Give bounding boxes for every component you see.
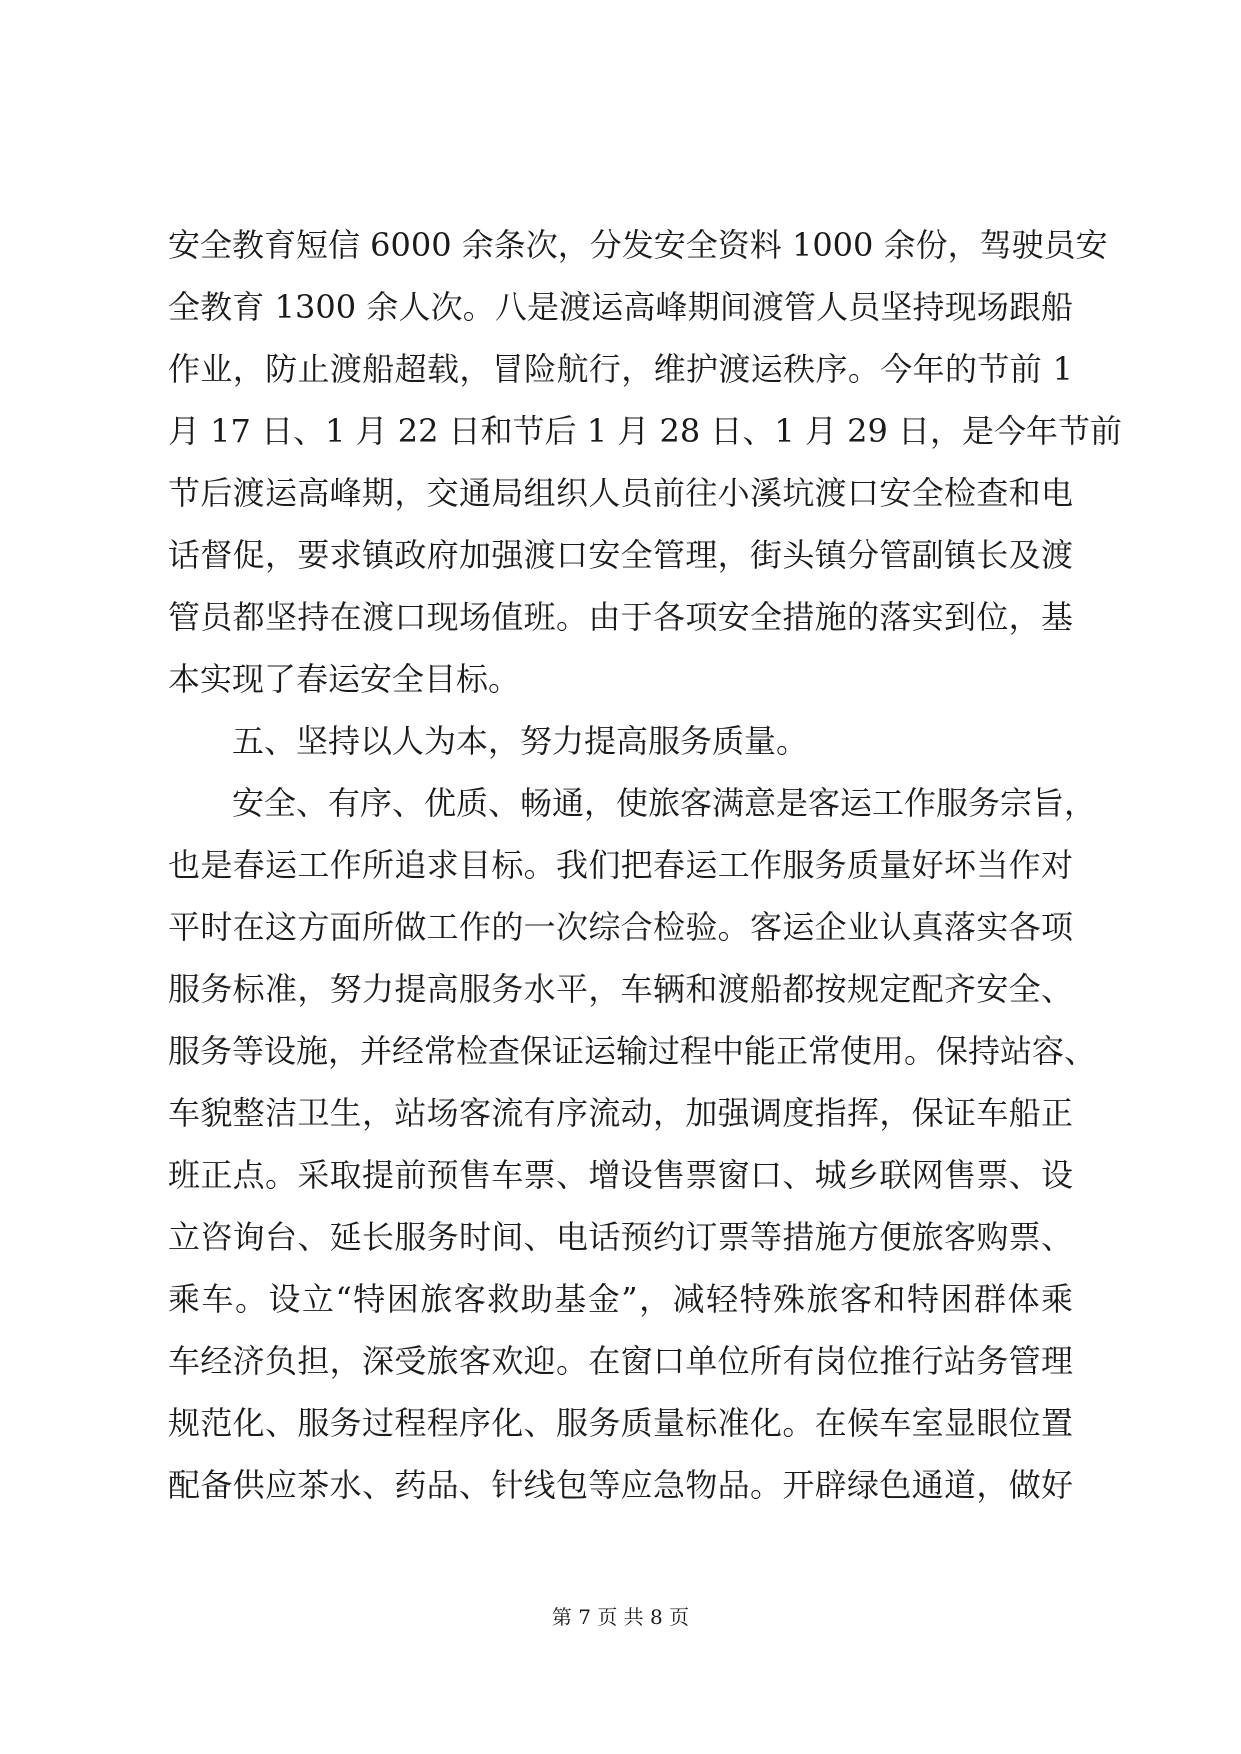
body-line-13: 服务标准，努力提高服务水平，车辆和渡船都按规定配齐安全、 xyxy=(168,970,1073,1008)
body-line-12: 平时在这方面所做工作的一次综合检验。客运企业认真落实各项 xyxy=(168,908,1073,946)
body-line-3: 作业，防止渡船超载，冒险航行，维护渡运秩序。今年的节前 1 xyxy=(168,350,1073,388)
body-line-7: 管员都坚持在渡口现场值班。由于各项安全措施的落实到位，基 xyxy=(168,598,1073,636)
section-heading: 五、坚持以人为本，努力提高服务质量。 xyxy=(232,722,809,760)
body-line-19: 车经济负担，深受旅客欢迎。在窗口单位所有岗位推行站务管理 xyxy=(168,1342,1073,1380)
body-line-10: 安全、有序、优质、畅通，使旅客满意是客运工作服务宗旨， xyxy=(232,784,1097,822)
page-footer: 第 7 页 共 8 页 xyxy=(551,1605,690,1629)
body-line-2: 全教育 1300 余人次。八是渡运高峰期间渡管人员坚持现场跟船 xyxy=(168,288,1073,326)
body-line-11: 也是春运工作所追求目标。我们把春运工作服务质量好坏当作对 xyxy=(168,846,1073,884)
body-line-18: 乘车。设立“特困旅客救助基金”，减轻特殊旅客和特困群体乘 xyxy=(168,1280,1073,1318)
body-line-21: 配备供应茶水、药品、针线包等应急物品。开辟绿色通道，做好 xyxy=(168,1466,1073,1504)
body-line-8: 本实现了春运安全目标。 xyxy=(168,660,521,698)
body-line-4: 月 17 日、1 月 22 日和节后 1 月 28 日、1 月 29 日，是今年节前 xyxy=(168,412,1123,450)
body-line-6: 话督促，要求镇政府加强渡口安全管理，街头镇分管副镇长及渡 xyxy=(168,536,1073,574)
body-line-15: 车貌整洁卫生，站场客流有序流动，加强调度指挥，保证车船正 xyxy=(168,1094,1073,1132)
body-line-14: 服务等设施，并经常检查保证运输过程中能正常使用。保持站容、 xyxy=(168,1032,1097,1070)
body-line-16: 班正点。采取提前预售车票、增设售票窗口、城乡联网售票、设 xyxy=(168,1156,1073,1194)
body-line-17: 立咨询台、延长服务时间、电话预约订票等措施方便旅客购票、 xyxy=(168,1218,1073,1256)
body-line-20: 规范化、服务过程程序化、服务质量标准化。在候车室显眼位置 xyxy=(168,1404,1073,1442)
body-line-5: 节后渡运高峰期，交通局组织人员前往小溪坑渡口安全检查和电 xyxy=(168,474,1073,512)
body-line-1: 安全教育短信 6000 余条次，分发安全资料 1000 余份，驾驶员安 xyxy=(168,226,1108,264)
